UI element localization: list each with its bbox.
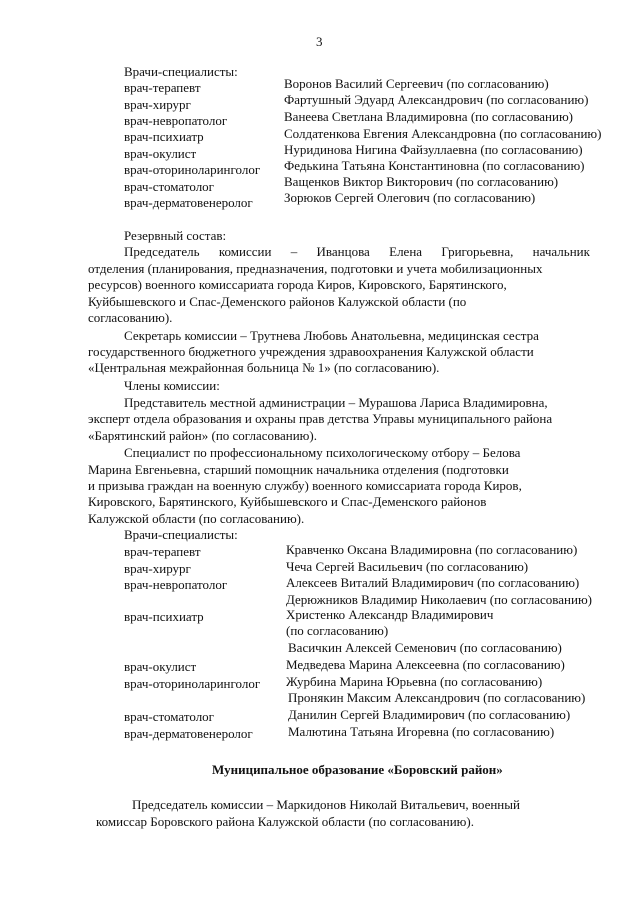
doctor-name: Дерюжников Владимир Николаевич (по согласованию) <box>286 592 592 607</box>
doctor-role: врач-окулист <box>124 659 197 674</box>
doctor-role: врач-хирург <box>124 97 191 112</box>
paragraph-line: комиссар Боровского района Калужской области (по согласованию). <box>96 814 474 829</box>
paragraph-line: Секретарь комиссии – Трутнева Любовь Анатольевна, медицинская сестра <box>124 328 539 343</box>
doctor-role: врач-дерматовенеролог <box>124 195 253 210</box>
paragraph-line: Кировского, Барятинского, Куйбышевского и Спас-Деменского районов <box>88 494 487 509</box>
doctor-role: врач-психиатр <box>124 609 204 624</box>
doctor-name: Алексеев Виталий Владимирович (по согласованию) <box>286 575 580 590</box>
doctor-name: Пронякин Максим Александрович (по согласованию) <box>288 690 586 705</box>
members-heading: Члены комиссии: <box>124 378 220 393</box>
doctor-role: врач-терапевт <box>124 80 201 95</box>
doctor-name: Ващенков Виктор Викторович (по согласованию) <box>284 174 559 189</box>
doctor-role: врач-оториноларинголог <box>124 676 261 691</box>
page-number: 3 <box>316 34 323 49</box>
doctor-role: врач-хирург <box>124 561 191 576</box>
doctor-role: врач-оториноларинголог <box>124 162 261 177</box>
doctor-name: Малютина Татьяна Игоревна (по согласованию) <box>288 724 555 739</box>
doctor-name: Фартушный Эдуард Александрович (по согласованию) <box>284 92 589 107</box>
doctor-name: Ванеева Светлана Владимировна (по согласованию) <box>284 109 574 124</box>
paragraph-line: «Центральная межрайонная больница № 1» (по согласованию). <box>88 360 440 375</box>
doctor-name: Федькина Татьяна Константиновна (по согласованию) <box>284 158 585 173</box>
paragraph-line: Калужской области (по согласованию). <box>88 511 305 526</box>
doctor-name: Христенко Александр Владимирович <box>286 607 494 622</box>
paragraph-line: Куйбышевского и Спас-Деменского районов Калужской области (по <box>88 294 467 309</box>
section-title: Муниципальное образование «Боровский район» <box>212 762 503 777</box>
paragraph-line: Представитель местной администрации – Мурашова Лариса Владимировна, <box>124 395 548 410</box>
paragraph-line: «Барятинский район» (по согласованию). <box>88 428 317 443</box>
doctor-name: Воронов Василий Сергеевич (по согласованию) <box>284 76 549 91</box>
doctor-role: врач-невропатолог <box>124 577 228 592</box>
paragraph-line: и призыва граждан на военную службу) военного комиссариата города Киров, <box>88 478 522 493</box>
doctor-name: Нуридинова Нигина Файзуллаевна (по согласованию) <box>284 142 583 157</box>
doctor-name: Кравченко Оксана Владимировна (по согласованию) <box>286 542 578 557</box>
reserve-doctors-heading: Врачи-специалисты: <box>124 527 238 542</box>
paragraph-line: Председатель комиссии – Маркидонов Николай Витальевич, военный <box>132 797 520 812</box>
doctor-name: Васичкин Алексей Семенович (по согласованию) <box>288 640 562 655</box>
doctor-role: врач-стоматолог <box>124 709 215 724</box>
doctor-name: Зорюков Сергей Олегович (по согласованию) <box>284 190 536 205</box>
doctors-heading: Врачи-специалисты: <box>124 64 238 79</box>
paragraph-line: Марина Евгеньевна, старший помощник начальника отделения (подготовки <box>88 462 509 477</box>
doctor-name: Медведева Марина Алексеевна (по согласованию) <box>286 657 565 672</box>
doctor-role: врач-терапевт <box>124 544 201 559</box>
doctor-name: Чеча Сергей Васильевич (по согласованию) <box>286 559 529 574</box>
doctor-role: врач-дерматовенеролог <box>124 726 253 741</box>
paragraph-line: государственного бюджетного учреждения здравоохранения Калужской области <box>88 344 534 359</box>
doctor-name: Данилин Сергей Владимирович (по согласованию) <box>288 707 571 722</box>
doctor-role: врач-психиатр <box>124 129 204 144</box>
paragraph-line: отделения (планирования, предназначения, подготовки и учета мобилизационных <box>88 261 543 276</box>
reserve-heading: Резервный состав: <box>124 228 227 243</box>
doctor-name: Журбина Марина Юрьевна (по согласованию) <box>286 674 543 689</box>
paragraph-line: Специалист по профессиональному психологическому отбору – Белова <box>124 445 521 460</box>
doctor-role: врач-окулист <box>124 146 197 161</box>
paragraph-line: согласованию). <box>88 310 173 325</box>
paragraph-line: Председатель комиссии – Иванцова Елена Григорьевна, начальник <box>124 244 590 259</box>
doctor-name: (по согласованию) <box>286 623 389 638</box>
paragraph-line: эксперт отдела образования и охраны прав детства Управы муниципального района <box>88 411 553 426</box>
paragraph-line: ресурсов) военного комиссариата города Киров, Кировского, Барятинского, <box>88 277 507 292</box>
doctor-role: врач-невропатолог <box>124 113 228 128</box>
doctor-role: врач-стоматолог <box>124 179 215 194</box>
doctor-name: Солдатенкова Евгения Александровна (по согласованию) <box>284 126 602 141</box>
